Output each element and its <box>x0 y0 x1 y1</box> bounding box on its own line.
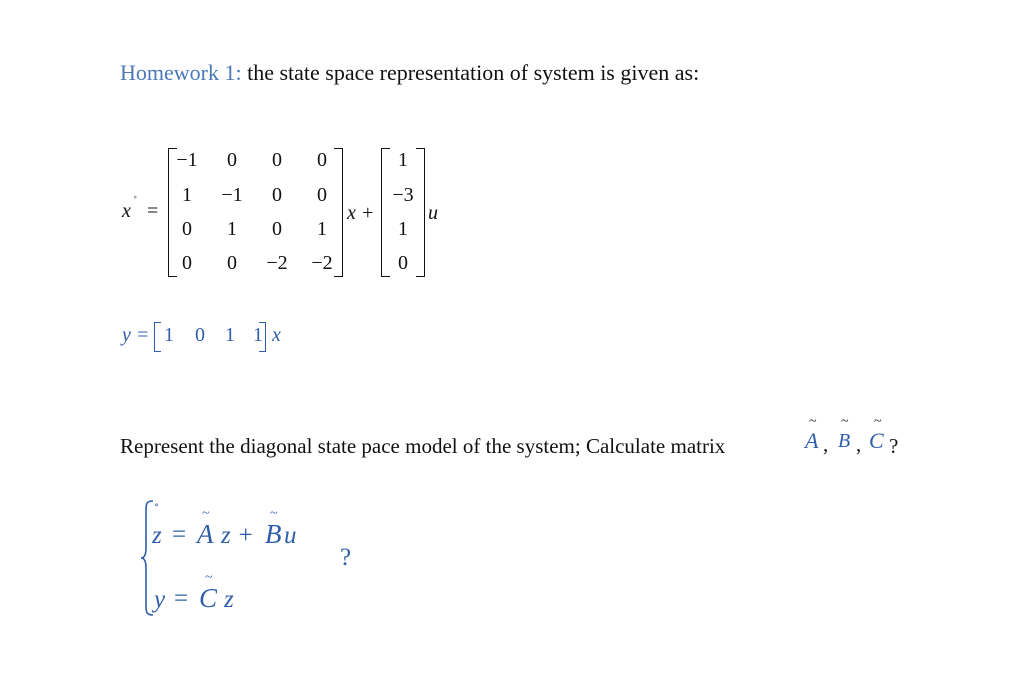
b-tilde-symbol: B <box>838 430 851 452</box>
z-var: z <box>224 586 234 613</box>
z-dot-var: z <box>152 522 162 549</box>
question-mark: ? <box>889 434 899 458</box>
comma: , <box>823 432 829 456</box>
a-cell: 1 <box>182 184 192 206</box>
x-dot-var: x <box>122 200 131 222</box>
a-cell: 0 <box>272 218 282 240</box>
c-cell: 1 <box>253 324 263 346</box>
tilde-a: ~ <box>809 414 817 429</box>
b-cell: −3 <box>392 184 414 206</box>
tilde-a: ~ <box>202 506 210 521</box>
c-row-right-bracket <box>259 322 266 352</box>
y-var: y <box>154 586 166 613</box>
a-cell: 0 <box>317 149 327 171</box>
a-cell: 0 <box>227 149 237 171</box>
a-cell: −1 <box>176 149 198 171</box>
tilde-c: ~ <box>205 570 213 585</box>
tilde-b: ~ <box>270 506 278 521</box>
homework-heading <box>120 60 699 86</box>
question-mark: ? <box>340 544 352 571</box>
a-cell: 0 <box>182 218 192 240</box>
a-tilde-symbol: A <box>197 519 214 549</box>
c-tilde-symbol: C <box>199 583 218 613</box>
dot-mark: ∘ <box>154 500 159 511</box>
homework-label: Homework 1: <box>120 60 242 85</box>
b-cell: 0 <box>398 252 408 274</box>
homework-text: the state space representation of system is given as: <box>247 60 700 85</box>
a-cell: 0 <box>182 252 192 274</box>
x-plus-term: x + <box>347 202 375 224</box>
equals-sign: = <box>174 585 189 612</box>
b-cell: 1 <box>398 218 408 240</box>
comma: , <box>856 432 862 456</box>
question-text: Represent the diagonal state pace model of the system; Calculate matrix <box>120 434 726 458</box>
equals-sign: = <box>172 521 187 548</box>
dot-mark: ∘ <box>133 192 138 202</box>
tilde-c: ~ <box>874 414 882 429</box>
a-cell: 0 <box>272 149 282 171</box>
c-row-left-bracket <box>154 322 161 352</box>
a-cell: −1 <box>221 184 243 206</box>
a-cell: 0 <box>272 184 282 206</box>
a-tilde-symbol: A <box>805 428 819 453</box>
a-cell: 0 <box>317 184 327 206</box>
c-tilde-symbol: C <box>869 428 884 453</box>
b-tilde-symbol: B <box>265 519 282 549</box>
equals-sign: = <box>147 200 159 222</box>
u-var: u <box>428 202 438 224</box>
a-cell: 1 <box>227 218 237 240</box>
c-cell: 0 <box>195 324 205 346</box>
b-cell: 1 <box>398 149 408 171</box>
a-cell: 1 <box>317 218 327 240</box>
a-cell: 0 <box>227 252 237 274</box>
a-cell: −2 <box>311 252 333 274</box>
x-var: x <box>272 324 281 346</box>
curly-brace <box>140 500 154 616</box>
c-cell: 1 <box>225 324 235 346</box>
u-var: u <box>284 522 297 549</box>
tilde-b: ~ <box>841 414 849 429</box>
y-equals: y = <box>122 324 150 346</box>
c-cell: 1 <box>164 324 174 346</box>
z-plus-term: z + <box>221 522 254 549</box>
a-cell: −2 <box>266 252 288 274</box>
